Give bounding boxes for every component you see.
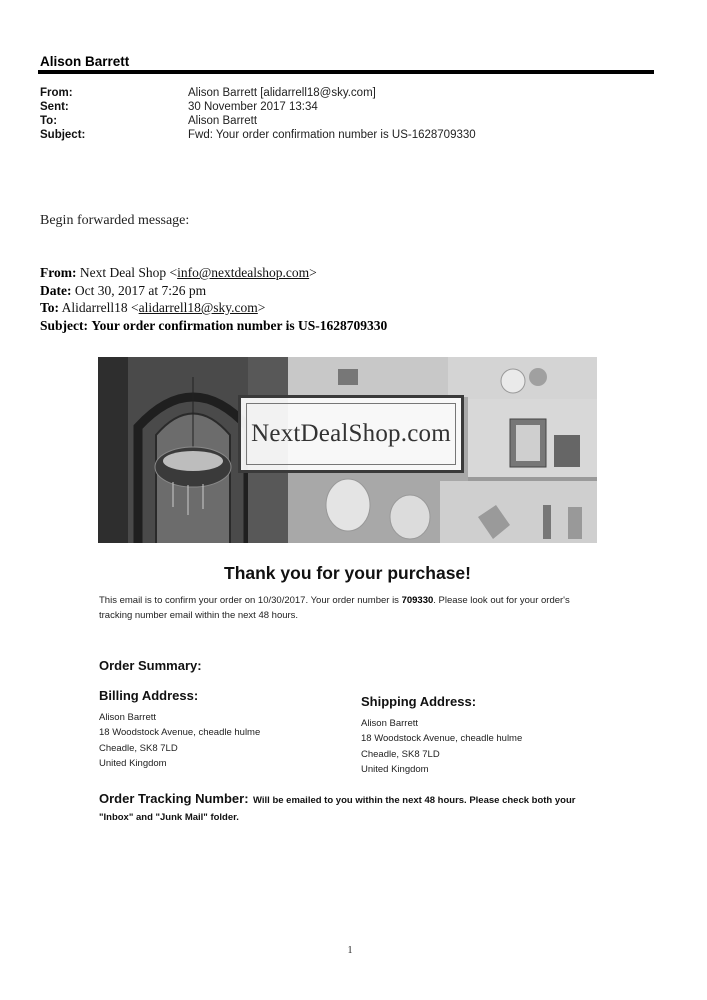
header-subject-row: [40, 128, 476, 142]
shipping-country: United Kingdom: [361, 763, 429, 775]
billing-address: [99, 710, 260, 771]
header-to-value: Alison Barrett: [188, 115, 258, 127]
shipping-street: 18 Woodstock Avenue, cheadle hulme: [361, 733, 523, 745]
header-from-row: [40, 86, 476, 100]
shipping-name: Alison Barrett: [361, 718, 419, 729]
fwd-subject-label: Subject:: [40, 317, 88, 333]
shop-logo-text: NextDealShop.com: [251, 420, 451, 447]
header-sent-row: [40, 100, 476, 114]
header-subject-label: Subject:: [40, 129, 86, 141]
header-from-value: Alison Barrett [alidarrell18@sky.com]: [188, 87, 376, 99]
order-tracking-section: [99, 791, 609, 825]
fwd-subject-value: Your order confirmation number is US-1628709330: [91, 317, 388, 333]
fwd-to-email-link[interactable]: alidarrell18@sky.com: [138, 300, 258, 315]
shipping-address: [361, 716, 522, 777]
fwd-to-name: Alidarrell18: [61, 300, 128, 315]
fwd-from-name: Next Deal Shop: [79, 265, 167, 280]
billing-name: Alison Barrett: [99, 712, 157, 723]
shipping-city: Cheadle, SK8 7LD: [361, 748, 440, 760]
sender-name: Alison Barrett: [40, 54, 130, 69]
header-divider: [38, 70, 654, 74]
thank-you-heading: Thank you for your purchase!: [224, 563, 471, 583]
shop-logo: [238, 395, 464, 473]
confirmation-text-start: This email is to confirm your order on 10/30/2017. Your order number is: [99, 595, 402, 606]
billing-street: 18 Woodstock Avenue, cheadle hulme: [99, 727, 261, 739]
tracking-label: Order Tracking Number:: [99, 791, 249, 806]
shop-banner-image: [98, 357, 597, 543]
shipping-address-heading: Shipping Address:: [361, 694, 477, 709]
header-subject-value: Fwd: Your order confirmation number is US-1628709330: [188, 129, 476, 141]
tracking-note: Will be emailed to you within the next 48 hours. Please check both your "Inbox" and "Junk Mail" folder.: [99, 795, 576, 823]
header-sent-label: Sent:: [40, 101, 69, 113]
forward-intro: Begin forwarded message:: [40, 213, 190, 228]
page-number: 1: [347, 945, 353, 956]
fwd-to-line: To: Alidarrell18 <alidarrell18@sky.com>: [40, 300, 266, 315]
fwd-from-label: From:: [40, 265, 77, 280]
header-sent-value: 30 November 2017 13:34: [188, 101, 318, 113]
header-to-label: To:: [40, 115, 58, 127]
billing-country: United Kingdom: [99, 757, 167, 769]
fwd-to-label: To:: [40, 300, 60, 315]
order-summary-heading: Order Summary:: [99, 658, 202, 673]
fwd-date-value: Oct 30, 2017 at 7:26 pm: [74, 282, 207, 298]
email-header: [40, 86, 476, 142]
fwd-from-line: From: Next Deal Shop <info@nextdealshop.com>: [40, 265, 317, 280]
forwarded-headers: [40, 264, 387, 334]
confirmation-text-end: . Please look out for your order's tracking number email within the next 48 hours.: [99, 595, 570, 621]
order-number: 709330: [401, 595, 434, 606]
billing-address-heading: Billing Address:: [99, 688, 199, 703]
fwd-subject-line: [40, 317, 387, 335]
header-from-label: From:: [40, 87, 73, 99]
header-to-row: [40, 114, 476, 128]
billing-city: Cheadle, SK8 7LD: [99, 742, 178, 754]
fwd-from-email-link[interactable]: info@nextdealshop.com: [177, 265, 310, 280]
fwd-date-line: [40, 282, 387, 300]
confirmation-paragraph: [99, 593, 604, 623]
fwd-date-label: Date:: [40, 282, 72, 298]
